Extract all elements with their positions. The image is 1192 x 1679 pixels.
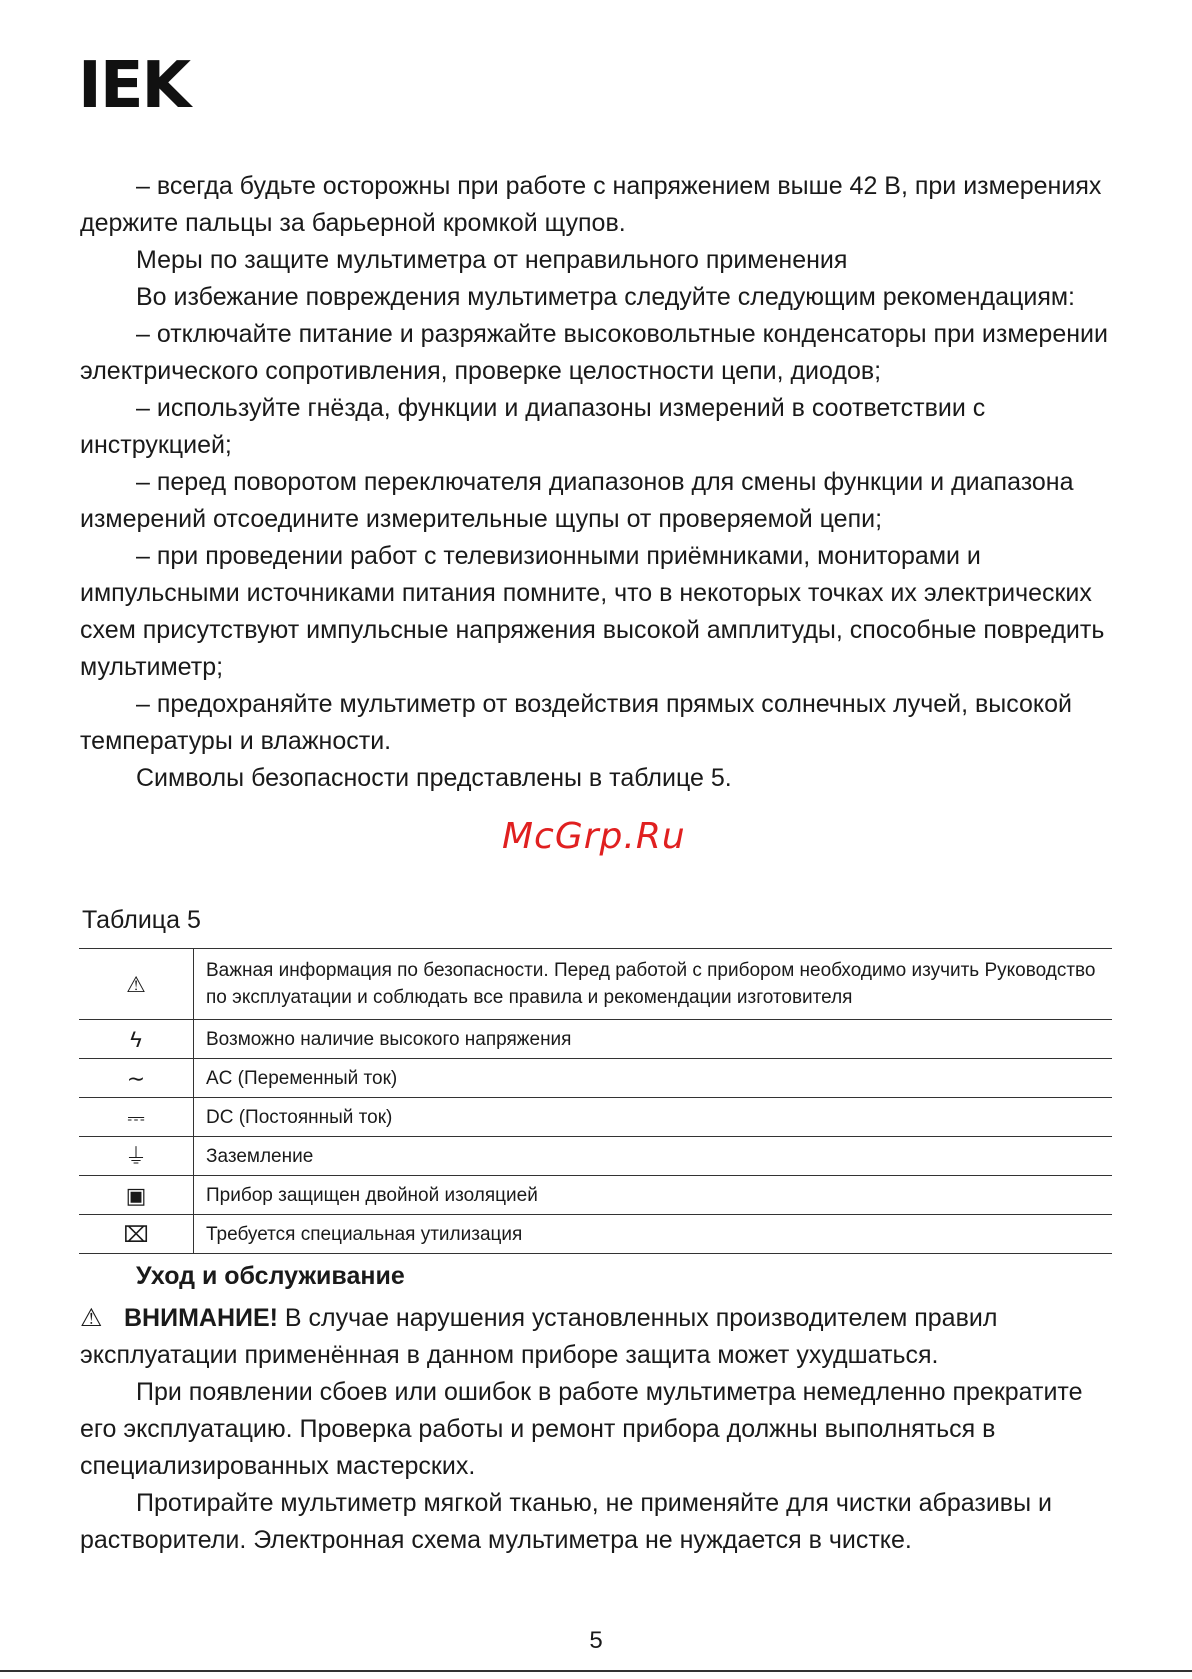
- paragraph: При появлении сбоев или ошибок в работе мультиметра немедленно прекратите его эксплуатацию. Проверка работы и ремонт прибора должны выполняться в специализированных мастерских.: [80, 1378, 1083, 1480]
- table-cell-description: Требуется специальная утилизация: [194, 1215, 1113, 1254]
- paragraph: – отключайте питание и разряжайте высоковольтные конденсаторы при измерении электрического сопротивления, проверке целостности цепи, диодов;: [80, 320, 1108, 385]
- paragraph: Символы безопасности представлены в таблице 5.: [136, 764, 732, 792]
- table-cell-description: AC (Переменный ток): [194, 1059, 1113, 1098]
- table-caption: Таблица 5: [82, 906, 201, 934]
- table-row: [79, 1059, 1112, 1098]
- warning-triangle-icon: ⚠: [80, 1304, 103, 1332]
- double-insulation-icon: ▣: [79, 1176, 194, 1215]
- table-row: [79, 1020, 1112, 1059]
- weee-bin-icon: ⌧: [79, 1215, 194, 1254]
- warning-text: В случае нарушения установленных производителем правил эксплуатации применённая в данном приборе защита может ухудшаться.: [80, 1304, 998, 1369]
- body-text-bottom: [80, 1300, 1120, 1559]
- warning-triangle-icon: ⚠: [79, 949, 194, 1020]
- table-cell-description: Важная информация по безопасности. Перед работой с прибором необходимо изучить Руководство по эксплуатации и соблюдать все правила и рекомендации изготовителя: [194, 949, 1113, 1020]
- warning-label: ВНИМАНИЕ!: [124, 1304, 278, 1332]
- warning-paragraph: [80, 1300, 1120, 1374]
- paragraph: Во избежание повреждения мультиметра следуйте следующим рекомендациям:: [136, 283, 1075, 311]
- paragraph: – предохраняйте мультиметр от воздействия прямых солнечных лучей, высокой температуры и влажности.: [80, 690, 1073, 755]
- paragraph: – всегда будьте осторожны при работе с напряжением выше 42 В, при измерениях держите пальцы за барьерной кромкой щупов.: [80, 172, 1102, 237]
- ac-wave-icon: ∼: [79, 1059, 194, 1098]
- paragraph: – используйте гнёзда, функции и диапазоны измерений в соответствии с инструкцией;: [80, 394, 986, 459]
- ground-icon: ⏚: [79, 1137, 194, 1176]
- high-voltage-icon: ϟ: [79, 1020, 194, 1059]
- table-row: [79, 949, 1112, 1020]
- section-title: Уход и обслуживание: [136, 1262, 405, 1290]
- table-cell-description: Заземление: [194, 1137, 1113, 1176]
- page-number: 5: [589, 1627, 603, 1654]
- table-row: [79, 1215, 1112, 1254]
- table-cell-description: DC (Постоянный ток): [194, 1098, 1113, 1137]
- body-text-top: [80, 168, 1120, 797]
- paragraph: – перед поворотом переключателя диапазонов для смены функции и диапазона измерений отсоедините измерительные щупы от проверяемой цепи;: [80, 468, 1074, 533]
- bottom-divider: [0, 1670, 1192, 1672]
- table-cell-description: Прибор защищен двойной изоляцией: [194, 1176, 1113, 1215]
- table-row: [79, 1176, 1112, 1215]
- dc-icon: ⎓: [79, 1098, 194, 1137]
- paragraph: Меры по защите мультиметра от неправильного применения: [136, 246, 848, 274]
- paragraph: Протирайте мультиметр мягкой тканью, не применяйте для чистки абразивы и растворители. Электронная схема мультиметра не нуждается в чистке.: [80, 1489, 1052, 1554]
- table-row: [79, 1137, 1112, 1176]
- iek-logo: IEK: [78, 49, 190, 123]
- safety-symbols-table: [79, 948, 1112, 1254]
- watermark: McGrp.Ru: [502, 816, 686, 857]
- table-row: [79, 1098, 1112, 1137]
- paragraph: – при проведении работ с телевизионными приёмниками, мониторами и импульсными источниками питания помните, что в некоторых точках их электрических схем присутствуют импульсные напряжения высокой амплитуды, способные повредить мультиметр;: [80, 542, 1105, 681]
- table-cell-description: Возможно наличие высокого напряжения: [194, 1020, 1113, 1059]
